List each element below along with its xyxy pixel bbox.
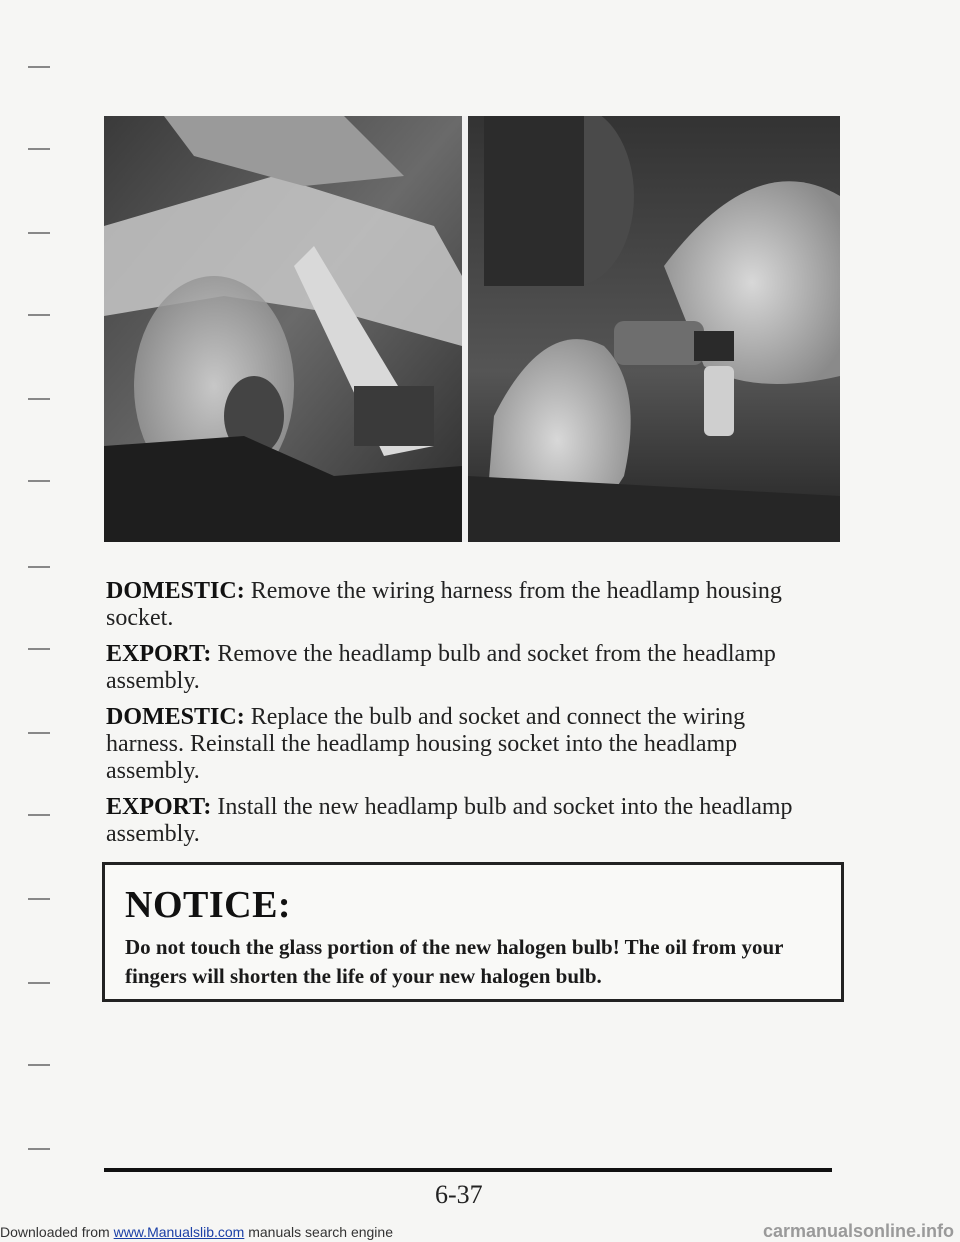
headlamp-photo [104,116,840,542]
step-label: DOMESTIC: [106,704,245,730]
margin-mark [28,232,50,234]
margin-mark [28,480,50,482]
step-label: DOMESTIC: [106,578,245,604]
margin-mark [28,982,50,984]
step-text: Replace the bulb and socket and connect the wiring harness. Reinstall the headlamp housing socket into the headlamp assembly. [106,704,746,784]
notice-box [102,862,844,1002]
step-domestic-replace [106,704,826,785]
manualslib-link[interactable]: www.Manualslib.com [113,1224,245,1240]
step-export-install [106,794,826,848]
margin-mark [28,648,50,650]
step-text: Install the new headlamp bulb and socket into the headlamp assembly. [106,794,793,847]
margin-mark [28,314,50,316]
margin-mark [28,1148,50,1150]
margin-mark [28,732,50,734]
margin-mark [28,566,50,568]
margin-mark [28,814,50,816]
step-text: Remove the wiring harness from the headlamp housing socket. [106,578,782,631]
procedure-steps [106,578,826,857]
margin-mark [28,398,50,400]
photo-illustration [104,116,840,542]
margin-mark [28,898,50,900]
notice-text: Do not touch the glass portion of the new halogen bulb! The oil from your fingers will shorten the life of your new halogen bulb. [125,935,784,988]
download-footer [0,1224,393,1240]
notice-title: NOTICE: [125,884,292,926]
footer-rule [104,1168,832,1172]
step-label: EXPORT: [106,794,212,820]
footer-suffix: manuals search engine [244,1224,393,1240]
step-domestic-remove [106,578,826,632]
margin-mark [28,148,50,150]
watermark: carmanualsonline.info [762,1221,954,1241]
step-export-remove [106,641,826,695]
footer-prefix: Downloaded from [0,1224,114,1240]
page-number: 6-37 [435,1180,483,1209]
step-label: EXPORT: [106,641,212,667]
margin-mark [28,66,50,68]
step-text: Remove the headlamp bulb and socket from the headlamp assembly. [106,641,776,694]
margin-mark [28,1064,50,1066]
